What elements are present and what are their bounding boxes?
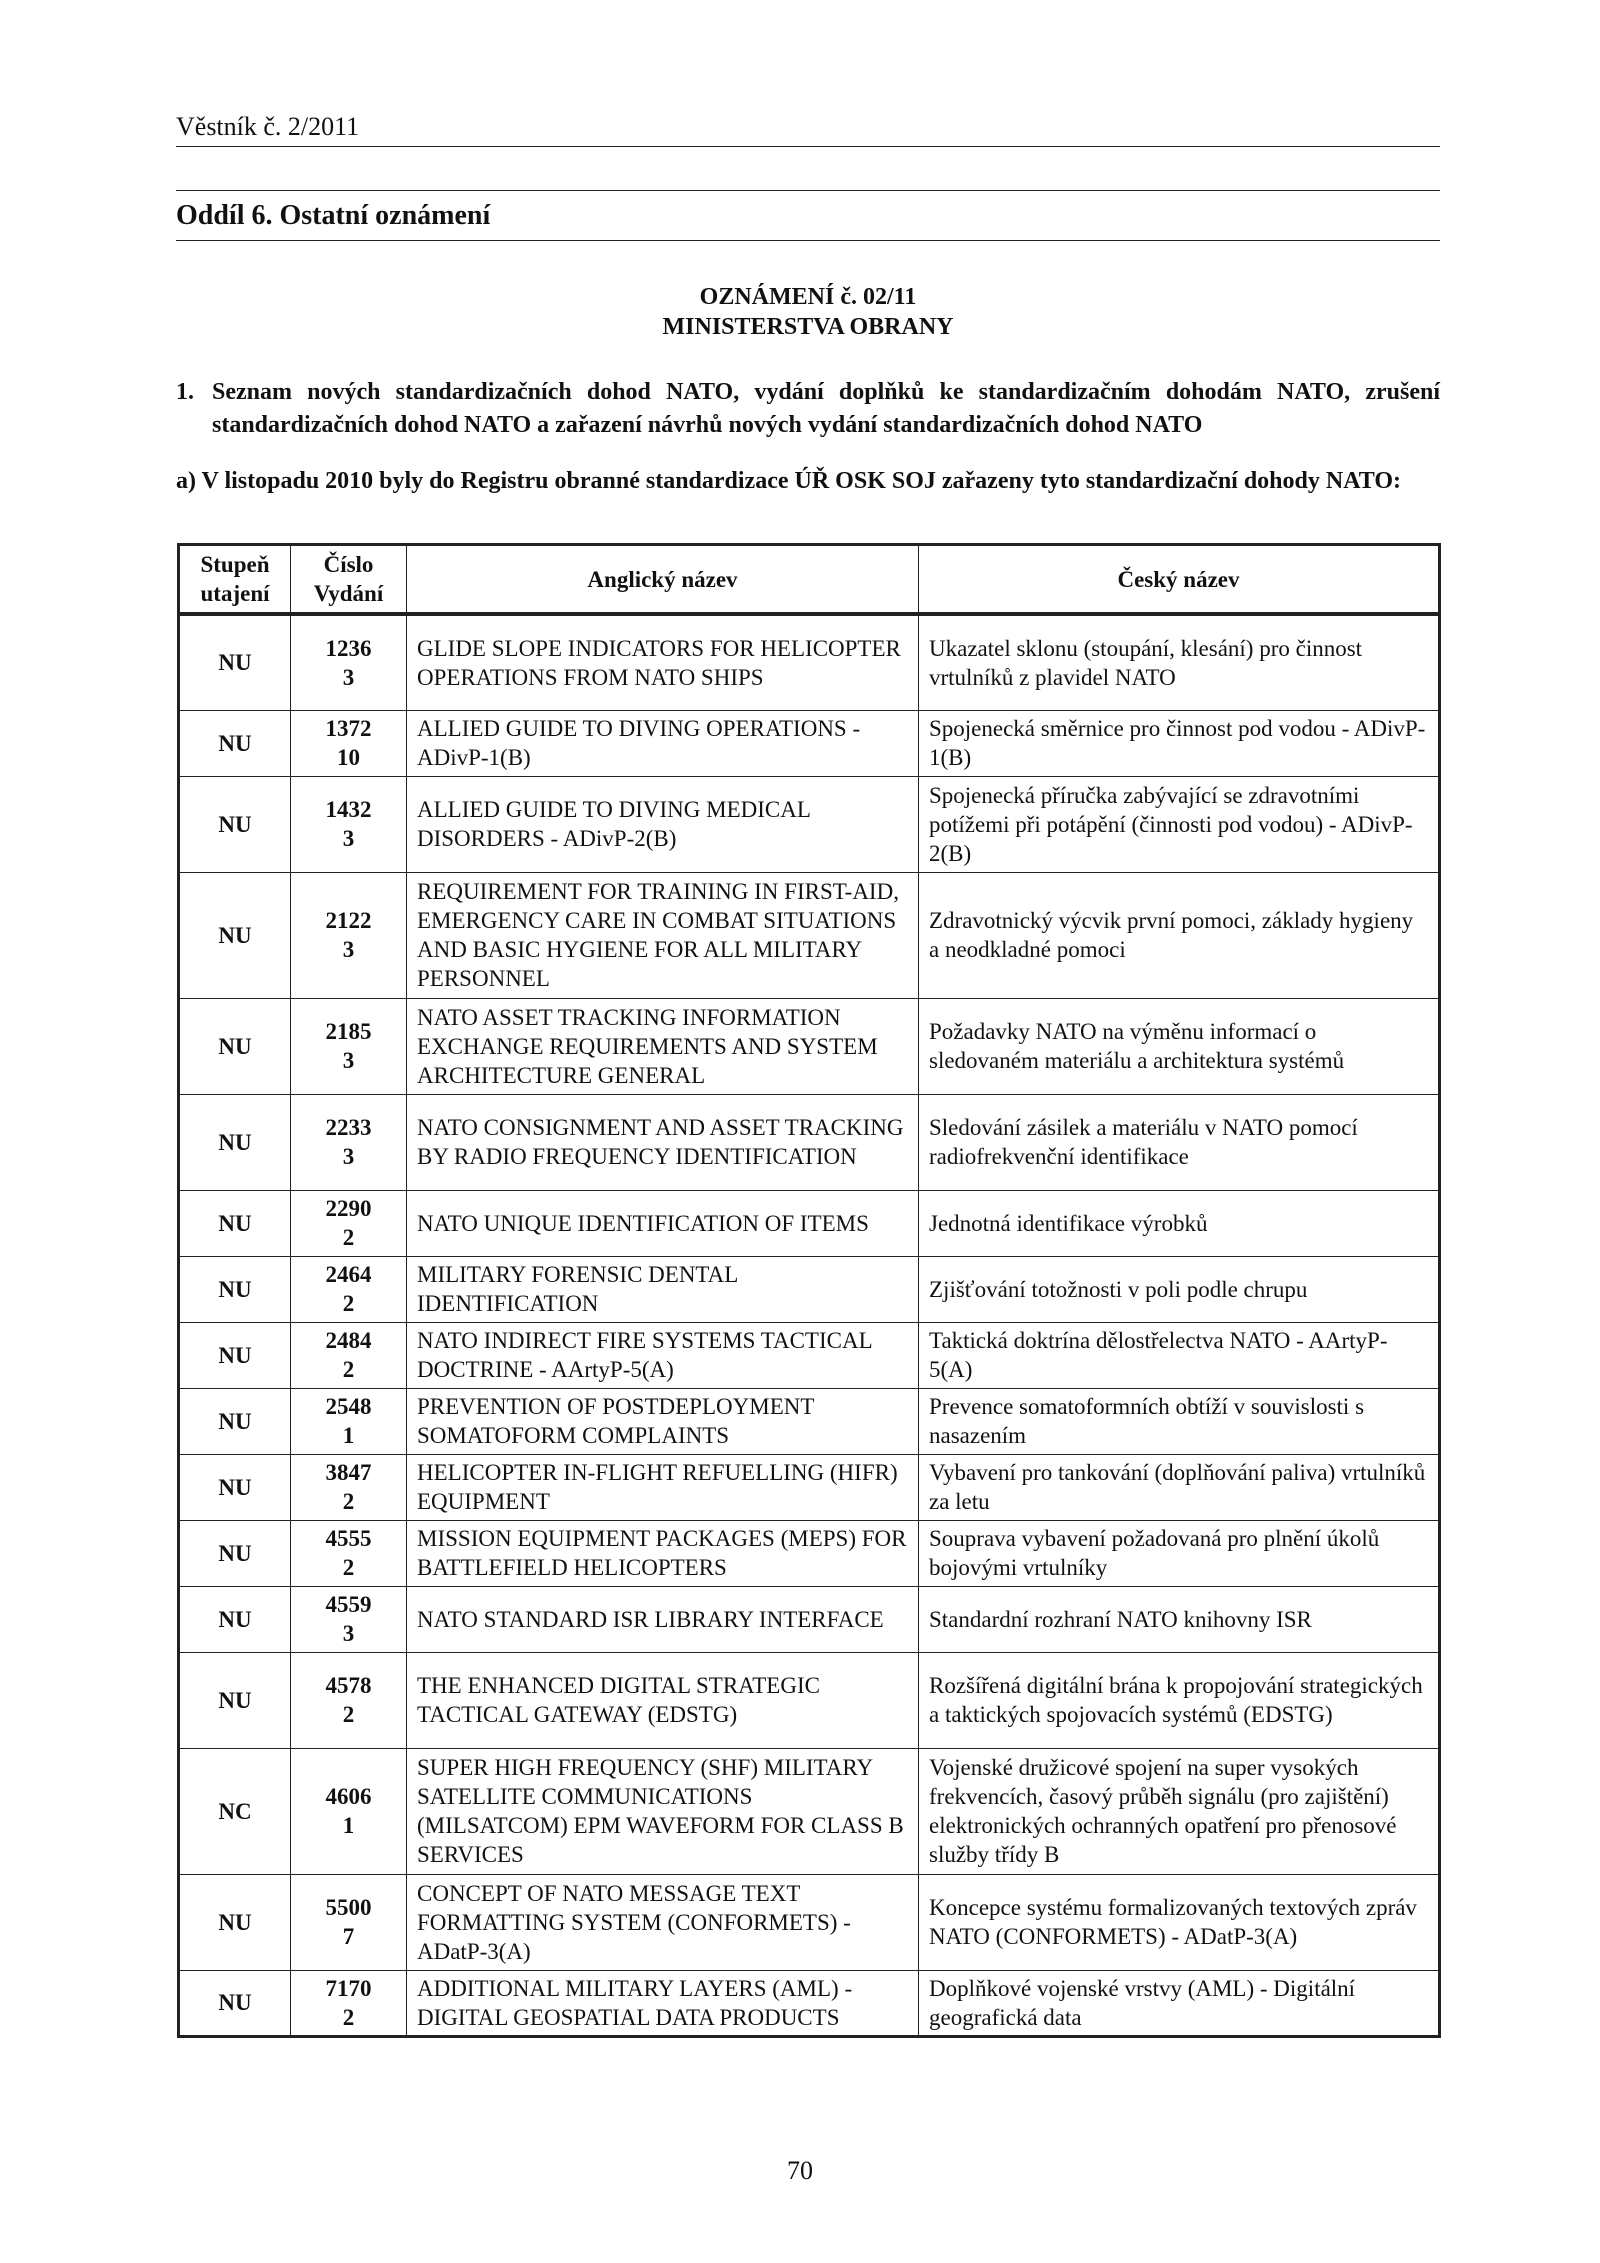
header-czech-title: Český název xyxy=(919,545,1440,615)
stanag-number: 1236 xyxy=(325,635,372,661)
czech-title-cell: Sledování zásilek a materiálu v NATO pomocí radiofrekvenční identifikace xyxy=(919,1094,1440,1190)
section-rule-top xyxy=(176,190,1440,191)
point-1-number: 1. xyxy=(176,379,194,405)
header-classification xyxy=(179,545,291,615)
english-title-cell: REQUIREMENT FOR TRAINING IN FIRST-AID, EMERGENCY CARE IN COMBAT SITUATIONS AND BASIC HYGIENE FOR ALL MILITARY PERSONNEL xyxy=(407,872,919,998)
classification-cell: NU xyxy=(179,614,291,710)
table-row xyxy=(179,872,1440,998)
classification-cell: NU xyxy=(179,1874,291,1970)
header-number-line-2: Vydání xyxy=(313,581,384,606)
czech-title-cell: Vojenské družicové spojení na super vysokých frekvencích, časový průběh signálu (pro zajištění) elektronických ochranných opatření pro přenosové služby třídy B xyxy=(919,1748,1440,1874)
number-edition-cell xyxy=(291,998,407,1094)
czech-title-cell: Vybavení pro tankování (doplňování paliva) vrtulníků za letu xyxy=(919,1454,1440,1520)
english-title-cell: GLIDE SLOPE INDICATORS FOR HELICOPTER OPERATIONS FROM NATO SHIPS xyxy=(407,614,919,710)
classification-cell: NC xyxy=(179,1748,291,1874)
stanag-number: 4578 xyxy=(325,1673,372,1698)
english-title-cell: NATO ASSET TRACKING INFORMATION EXCHANGE REQUIREMENTS AND SYSTEM ARCHITECTURE GENERAL xyxy=(407,998,919,1094)
classification-cell: NU xyxy=(179,998,291,1094)
classification-cell: NU xyxy=(179,1094,291,1190)
english-title-cell: ADDITIONAL MILITARY LAYERS (AML) - DIGITAL GEOSPATIAL DATA PRODUCTS xyxy=(407,1970,919,2036)
table-header-row xyxy=(179,545,1440,615)
english-title-cell: THE ENHANCED DIGITAL STRATEGIC TACTICAL GATEWAY (EDSTG) xyxy=(407,1652,919,1748)
english-title-cell: MILITARY FORENSIC DENTAL IDENTIFICATION xyxy=(407,1256,919,1322)
notice-line-1: OZNÁMENÍ č. 02/11 xyxy=(699,284,917,310)
classification-cell: NU xyxy=(179,776,291,872)
czech-title-cell: Doplňkové vojenské vrstvy (AML) - Digitální geografická data xyxy=(919,1970,1440,2036)
stanag-number: 2548 xyxy=(325,1394,372,1419)
czech-title-cell: Zjišťování totožnosti v poli podle chrupu xyxy=(919,1256,1440,1322)
czech-title-cell: Spojenecká směrnice pro činnost pod vodou - ADivP-1(B) xyxy=(919,710,1440,776)
header-rule xyxy=(176,146,1440,147)
stanag-number: 2290 xyxy=(325,1196,372,1221)
english-title-cell: NATO CONSIGNMENT AND ASSET TRACKING BY RADIO FREQUENCY IDENTIFICATION xyxy=(407,1094,919,1190)
header-classification-line-2: utajení xyxy=(200,581,270,606)
czech-title-cell: Spojenecká příručka zabývající se zdravotními potížemi při potápění (činnosti pod vodou) - ADivP-2(B) xyxy=(919,776,1440,872)
edition-number: 3 xyxy=(342,826,355,851)
classification-cell: NU xyxy=(179,1322,291,1388)
stanag-table xyxy=(177,543,1441,2038)
number-edition-cell xyxy=(291,710,407,776)
number-edition-cell xyxy=(291,1520,407,1586)
english-title-cell: NATO UNIQUE IDENTIFICATION OF ITEMS xyxy=(407,1190,919,1256)
english-title-cell: ALLIED GUIDE TO DIVING MEDICAL DISORDERS - ADivP-2(B) xyxy=(407,776,919,872)
classification-cell: NU xyxy=(179,1454,291,1520)
number-edition-cell xyxy=(291,614,407,710)
table-row xyxy=(179,614,1440,710)
stanag-number: 4559 xyxy=(325,1592,372,1617)
number-edition-cell xyxy=(291,776,407,872)
point-1 xyxy=(176,376,1440,442)
czech-title-cell: Rozšířená digitální brána k propojování strategických a taktických spojovacích systémů (EDSTG) xyxy=(919,1652,1440,1748)
table-row xyxy=(179,710,1440,776)
classification-cell: NU xyxy=(179,1256,291,1322)
table-row xyxy=(179,1388,1440,1454)
stanag-number: 2464 xyxy=(325,1262,372,1287)
table-row xyxy=(179,1520,1440,1586)
number-edition-cell xyxy=(291,1454,407,1520)
table-row xyxy=(179,998,1440,1094)
classification-cell: NU xyxy=(179,1586,291,1652)
number-edition-cell xyxy=(291,1322,407,1388)
stanag-number: 5500 xyxy=(325,1895,372,1920)
table-row xyxy=(179,1748,1440,1874)
notice-title xyxy=(176,282,1440,342)
number-edition-cell xyxy=(291,1256,407,1322)
table-row xyxy=(179,1256,1440,1322)
point-a-text: a) V listopadu 2010 byly do Registru obranné standardizace ÚŘ OSK SOJ zařazeny tyto standardizační dohody NATO: xyxy=(176,468,1401,494)
stanag-number: 2122 xyxy=(325,908,372,933)
stanag-number: 1372 xyxy=(325,716,372,741)
czech-title-cell: Zdravotnický výcvik první pomoci, základy hygieny a neodkladné pomoci xyxy=(919,872,1440,998)
number-edition-cell xyxy=(291,1586,407,1652)
journal-header: Věstník č. 2/2011 xyxy=(176,112,360,141)
edition-number: 2 xyxy=(342,1489,355,1514)
stanag-number: 2233 xyxy=(325,1115,372,1140)
table-row xyxy=(179,1190,1440,1256)
czech-title-cell: Prevence somatoformních obtíží v souvislosti s nasazením xyxy=(919,1388,1440,1454)
edition-number: 3 xyxy=(342,1144,355,1169)
edition-number: 3 xyxy=(342,1621,355,1646)
classification-cell: NU xyxy=(179,1388,291,1454)
classification-cell: NU xyxy=(179,1970,291,2036)
classification-cell: NU xyxy=(179,1190,291,1256)
english-title-cell: MISSION EQUIPMENT PACKAGES (MEPS) FOR BATTLEFIELD HELICOPTERS xyxy=(407,1520,919,1586)
czech-title-cell: Souprava vybavení požadovaná pro plnění úkolů bojovými vrtulníky xyxy=(919,1520,1440,1586)
number-edition-cell xyxy=(291,872,407,998)
english-title-cell: SUPER HIGH FREQUENCY (SHF) MILITARY SATELLITE COMMUNICATIONS (MILSATCOM) EPM WAVEFORM FOR CLASS B SERVICES xyxy=(407,1748,919,1874)
edition-number: 10 xyxy=(337,745,360,770)
edition-number: 3 xyxy=(342,937,355,962)
table-body xyxy=(179,614,1440,2036)
number-edition-cell xyxy=(291,1652,407,1748)
edition-number: 7 xyxy=(342,1924,355,1949)
english-title-cell: ALLIED GUIDE TO DIVING OPERATIONS - ADivP-1(B) xyxy=(407,710,919,776)
classification-cell: NU xyxy=(179,710,291,776)
table-row xyxy=(179,1094,1440,1190)
edition-number: 2 xyxy=(342,1555,355,1580)
header-classification-line-1: Stupeň xyxy=(200,552,270,577)
number-edition-cell xyxy=(291,1388,407,1454)
stanag-number: 3847 xyxy=(325,1460,372,1485)
table-row xyxy=(179,1454,1440,1520)
czech-title-cell: Taktická doktrína dělostřelectva NATO - AArtyP-5(A) xyxy=(919,1322,1440,1388)
stanag-number: 4606 xyxy=(325,1784,372,1809)
edition-number: 3 xyxy=(342,1048,355,1073)
stanag-number: 2185 xyxy=(325,1019,372,1044)
classification-cell: NU xyxy=(179,1520,291,1586)
number-edition-cell xyxy=(291,1094,407,1190)
table-row xyxy=(179,1586,1440,1652)
header-english-title: Anglický název xyxy=(407,545,919,615)
number-edition-cell xyxy=(291,1874,407,1970)
table-row xyxy=(179,776,1440,872)
stanag-number: 7170 xyxy=(325,1975,372,2001)
table-row xyxy=(179,1970,1440,2036)
edition-number: 1 xyxy=(342,1423,355,1448)
stanag-number: 4555 xyxy=(325,1526,372,1551)
table-row xyxy=(179,1652,1440,1748)
stanag-number: 1432 xyxy=(325,797,372,822)
table-row xyxy=(179,1322,1440,1388)
edition-number: 2 xyxy=(342,1357,355,1382)
english-title-cell: CONCEPT OF NATO MESSAGE TEXT FORMATTING SYSTEM (CONFORMETS) - ADatP-3(A) xyxy=(407,1874,919,1970)
czech-title-cell: Požadavky NATO na výměnu informací o sledovaném materiálu a architektura systémů xyxy=(919,998,1440,1094)
section-title: Oddíl 6. Ostatní oznámení xyxy=(176,200,491,231)
czech-title-cell: Jednotná identifikace výrobků xyxy=(919,1190,1440,1256)
classification-cell: NU xyxy=(179,1652,291,1748)
edition-number: 1 xyxy=(342,1813,355,1838)
page-number: 70 xyxy=(787,2156,813,2185)
header-number-edition xyxy=(291,545,407,615)
number-edition-cell xyxy=(291,1970,407,2036)
number-edition-cell xyxy=(291,1190,407,1256)
english-title-cell: NATO INDIRECT FIRE SYSTEMS TACTICAL DOCTRINE - AArtyP-5(A) xyxy=(407,1322,919,1388)
classification-cell: NU xyxy=(179,872,291,998)
czech-title-cell: Koncepce systému formalizovaných textových zpráv NATO (CONFORMETS) - ADatP-3(A) xyxy=(919,1874,1440,1970)
edition-number: 3 xyxy=(342,664,355,690)
edition-number: 2 xyxy=(342,2004,355,2030)
english-title-cell: HELICOPTER IN-FLIGHT REFUELLING (HIFR) EQUIPMENT xyxy=(407,1454,919,1520)
english-title-cell: PREVENTION OF POSTDEPLOYMENT SOMATOFORM COMPLAINTS xyxy=(407,1388,919,1454)
edition-number: 2 xyxy=(342,1291,355,1316)
section-rule-bottom xyxy=(176,240,1440,241)
edition-number: 2 xyxy=(342,1225,355,1250)
header-number-line-1: Číslo xyxy=(323,552,374,577)
edition-number: 2 xyxy=(342,1702,355,1727)
czech-title-cell: Standardní rozhraní NATO knihovny ISR xyxy=(919,1586,1440,1652)
table-row xyxy=(179,1874,1440,1970)
stanag-number: 2484 xyxy=(325,1328,372,1353)
notice-line-2: MINISTERSTVA OBRANY xyxy=(662,314,954,340)
number-edition-cell xyxy=(291,1748,407,1874)
english-title-cell: NATO STANDARD ISR LIBRARY INTERFACE xyxy=(407,1586,919,1652)
czech-title-cell: Ukazatel sklonu (stoupání, klesání) pro činnost vrtulníků z plavidel NATO xyxy=(919,614,1440,710)
point-1-text: Seznam nových standardizačních dohod NATO, vydání doplňků ke standardizačním dohodám NATO, zrušení standardizačních dohod NATO a zařazení návrhů nových vydání standardizačních dohod NATO xyxy=(212,379,1440,438)
